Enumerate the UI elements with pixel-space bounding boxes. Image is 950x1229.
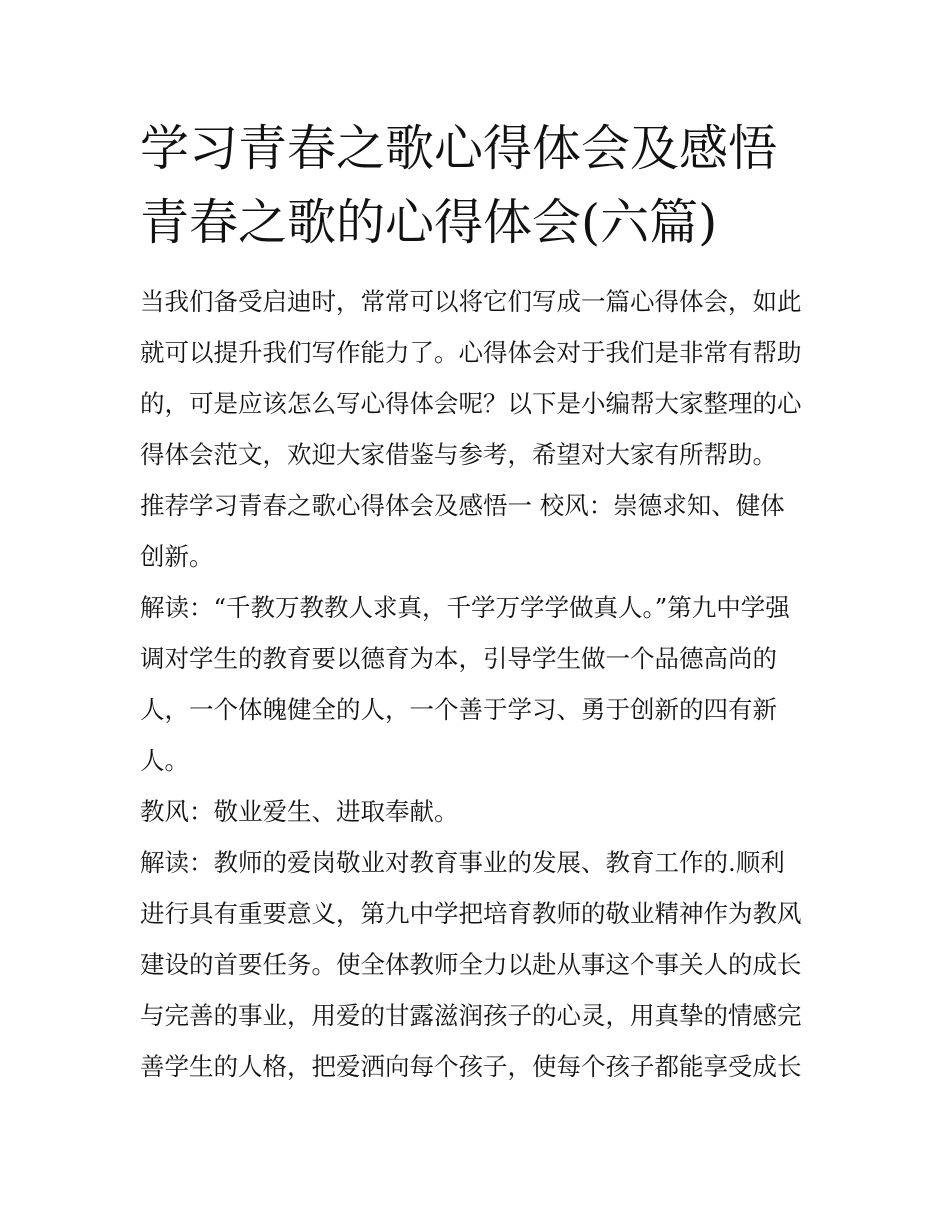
text-line: 的，可是应该怎么写心得体会呢？以下是小编帮大家整理的心 (140, 389, 802, 418)
text-line: 调对学生的教育要以德育为本，引导学生做一个品德高尚的 (140, 644, 777, 673)
text-line: 创新。 (140, 542, 214, 571)
text-line: 建设的首要任务。使全体教师全力以赴从事这个事关人的成长 (140, 950, 802, 979)
school-motto-interpretation (140, 582, 820, 786)
text-line: 进行具有重要意义，第九中学把培育教师的敬业精神作为教风 (140, 899, 802, 928)
text-line: 解读：教师的爱岗敬业对教育事业的发展、教育工作的.顺利 (140, 848, 785, 877)
text-line: 人。 (140, 746, 189, 775)
school-motto-paragraph (140, 480, 820, 582)
text-line: 得体会范文，欢迎大家借鉴与参考，希望对大家有所帮助。 (140, 440, 777, 469)
title-line: 学习青春之歌心得体会及感悟 (140, 120, 778, 177)
text-line: 与完善的事业，用爱的甘露滋润孩子的心灵，用真挚的情感完 (140, 1001, 802, 1030)
text-line: 善学生的人格，把爱洒向每个孩子，使每个孩子都能享受成长 (140, 1052, 802, 1081)
text-line: 教风：敬业爱生、进取奉献。 (140, 797, 459, 826)
text-line: 人，一个体魄健全的人，一个善于学习、勇于创新的四有新 (140, 695, 777, 724)
teaching-style-interpretation (140, 837, 820, 1092)
document-title (140, 112, 840, 260)
text-line: 推荐学习青春之歌心得体会及感悟一 校风：崇德求知、健体 (140, 491, 785, 520)
text-line: 当我们备受启迪时，常常可以将它们写成一篇心得体会，如此 (140, 287, 802, 316)
title-line: 青春之歌的心得体会(六篇) (140, 194, 718, 251)
text-line: 就可以提升我们写作能力了。心得体会对于我们是非常有帮助 (140, 338, 802, 367)
intro-paragraph (140, 276, 820, 480)
document-body (140, 276, 820, 1092)
teaching-style-paragraph (140, 786, 820, 837)
text-line: 解读：“千教万教教人求真，千学万学学做真人。”第九中学强 (140, 593, 790, 622)
